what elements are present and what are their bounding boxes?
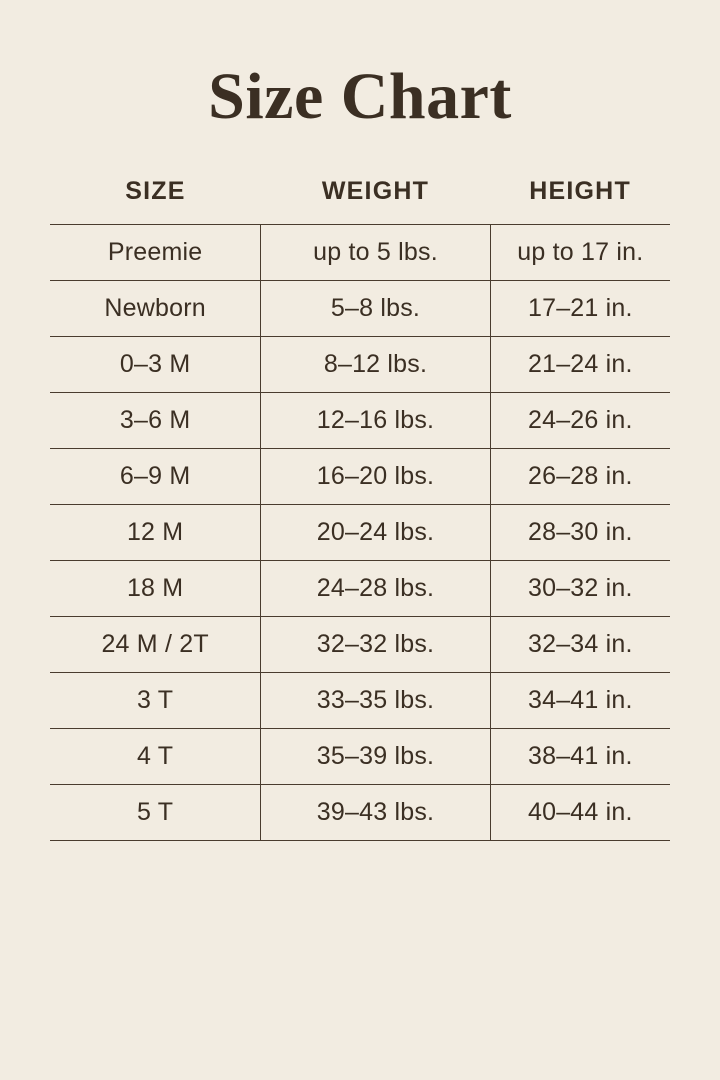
table-row	[50, 393, 670, 449]
table-row	[50, 337, 670, 393]
cell-height: 21–24 in.	[490, 337, 670, 393]
cell-size: 3 T	[50, 673, 261, 729]
cell-size: 4 T	[50, 729, 261, 785]
table-row	[50, 673, 670, 729]
table-row	[50, 561, 670, 617]
cell-size: 24 M / 2T	[50, 617, 261, 673]
cell-weight: 12–16 lbs.	[261, 393, 490, 449]
header-row	[50, 177, 670, 225]
cell-size: 0–3 M	[50, 337, 261, 393]
table-body	[50, 225, 670, 841]
table-row	[50, 281, 670, 337]
table-row	[50, 449, 670, 505]
table-row	[50, 785, 670, 841]
cell-weight: 5–8 lbs.	[261, 281, 490, 337]
table-header	[50, 177, 670, 225]
column-header-weight: WEIGHT	[321, 177, 430, 206]
table-row	[50, 729, 670, 785]
cell-weight: 39–43 lbs.	[261, 785, 490, 841]
cell-weight: 33–35 lbs.	[261, 673, 490, 729]
cell-weight: 8–12 lbs.	[261, 337, 490, 393]
cell-height: 34–41 in.	[490, 673, 670, 729]
cell-size: Newborn	[50, 281, 261, 337]
cell-weight: 32–32 lbs.	[261, 617, 490, 673]
cell-height: 17–21 in.	[490, 281, 670, 337]
cell-height: 24–26 in.	[490, 393, 670, 449]
column-header-height: HEIGHT	[529, 177, 631, 206]
cell-height: 38–41 in.	[490, 729, 670, 785]
cell-size: 3–6 M	[50, 393, 261, 449]
cell-height: 30–32 in.	[490, 561, 670, 617]
table-row	[50, 617, 670, 673]
cell-height: 40–44 in.	[490, 785, 670, 841]
table-row	[50, 225, 670, 281]
cell-height: 26–28 in.	[490, 449, 670, 505]
size-chart-table	[50, 177, 670, 841]
table-row	[50, 505, 670, 561]
cell-weight: 16–20 lbs.	[261, 449, 490, 505]
cell-size: 12 M	[50, 505, 261, 561]
cell-height: 28–30 in.	[490, 505, 670, 561]
cell-size: 5 T	[50, 785, 261, 841]
size-chart-container	[50, 177, 670, 841]
cell-weight: 35–39 lbs.	[261, 729, 490, 785]
cell-size: 18 M	[50, 561, 261, 617]
cell-height: up to 17 in.	[490, 225, 670, 281]
column-header-size: SIZE	[125, 177, 186, 206]
cell-height: 32–34 in.	[490, 617, 670, 673]
cell-weight: 20–24 lbs.	[261, 505, 490, 561]
page-title: Size Chart	[208, 60, 512, 133]
cell-size: 6–9 M	[50, 449, 261, 505]
cell-weight: up to 5 lbs.	[261, 225, 490, 281]
cell-weight: 24–28 lbs.	[261, 561, 490, 617]
cell-size: Preemie	[50, 225, 261, 281]
